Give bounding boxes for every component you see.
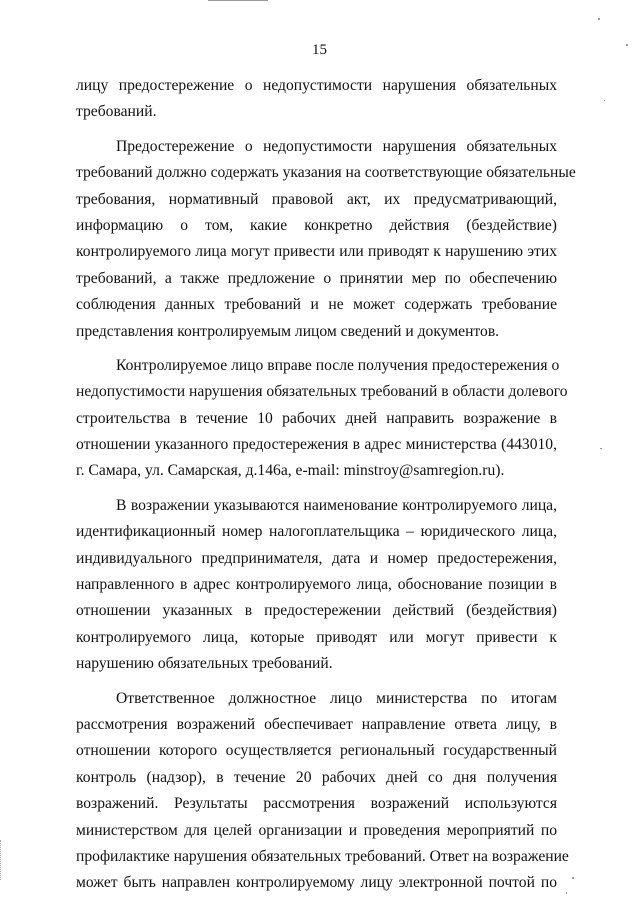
paragraph-2 [76, 134, 576, 345]
text-line: отношении которого осуществляется региональный государственный [76, 742, 557, 760]
scan-speck [566, 892, 567, 894]
scan-speck [598, 18, 600, 20]
text-line: информацию о том, какие конкретно действия (бездействие) [76, 216, 557, 234]
text-line: рассмотрения возражений обеспечивает направление ответа лицу, в [76, 715, 557, 733]
paragraph-5 [76, 686, 569, 897]
text-line: контроль (надзор), в течение 20 рабочих дней со дня получения [76, 768, 557, 786]
page-number: 15 [312, 42, 327, 58]
text-line: профилактике нарушения обязательных требований. Ответ на возражение [76, 847, 569, 865]
text-line: соблюдения данных требований и не может содержать требование [76, 296, 557, 314]
document-body [76, 73, 576, 897]
paragraph-1 [76, 73, 557, 126]
text-line: нарушению обязательных требований. [76, 655, 333, 673]
text-line: контролируемого лица могут привести или приводят к нарушению этих [76, 243, 557, 261]
text-line: контролируемого лица, которые приводят или могут привести к [76, 628, 557, 646]
text-line: возражений. Результаты рассмотрения возражений используются [76, 795, 557, 813]
text-line: требований должно содержать указания на соответствующие обязательные [76, 164, 576, 182]
text-line: может быть направлен контролируемому лицу электронной почтой по [76, 874, 557, 892]
text-line: строительства в течение 10 рабочих дней направить возражение в [76, 409, 557, 427]
scan-speck [604, 100, 605, 101]
text-line: отношении указанного предостережения в адрес министерства (443010, [76, 436, 557, 454]
text-line: г. Самара, ул. Самарская, д.146а, e-mail: minstroy@samregion.ru). [76, 462, 505, 480]
paragraph-gap [76, 485, 557, 493]
scan-speck [600, 448, 602, 449]
text-line: представления контролируемым лицом сведений и документов. [76, 322, 500, 340]
text-line: лицу предостережение о недопустимости нарушения обязательных [76, 77, 557, 94]
text-line: отношении указанных в предостережении действий (бездействия) [76, 602, 557, 620]
scan-edge-marks [0, 840, 3, 880]
text-line: требований, а также предложение о принятии мер по обеспечению [76, 269, 557, 287]
text-line: В возражении указываются наименование контролируемого лица, [116, 496, 557, 514]
text-line: Ответственное должностное лицо министерства по итогам [116, 689, 557, 707]
paragraph-gap [76, 126, 557, 134]
text-line: недопустимости нарушения обязательных требований в области долевого [76, 383, 568, 401]
paragraph-gap [76, 345, 557, 353]
text-line: требований. [76, 103, 157, 121]
paragraph-gap [76, 678, 557, 686]
text-line: индивидуального предпринимателя, дата и номер предостережения, [76, 549, 557, 567]
text-line: министерством для целей организации и проведения мероприятий по [76, 821, 557, 839]
paragraph-4 [76, 493, 557, 678]
text-line: направленного в адрес контролируемого лица, обоснование позиции в [76, 576, 557, 594]
paragraph-3 [76, 353, 568, 485]
scan-speck [626, 44, 628, 46]
scan-speck [572, 877, 574, 879]
text-line: Контролируемое лицо вправе после получения предостережения о [116, 356, 560, 374]
text-line: Предостережение о недопустимости нарушения обязательных [116, 137, 557, 155]
text-line: идентификационный номер налогоплательщика – юридического лица, [76, 523, 557, 541]
text-line: требования, нормативный правовой акт, их предусматривающий, [76, 190, 557, 208]
top-edge-mark [208, 0, 268, 1]
